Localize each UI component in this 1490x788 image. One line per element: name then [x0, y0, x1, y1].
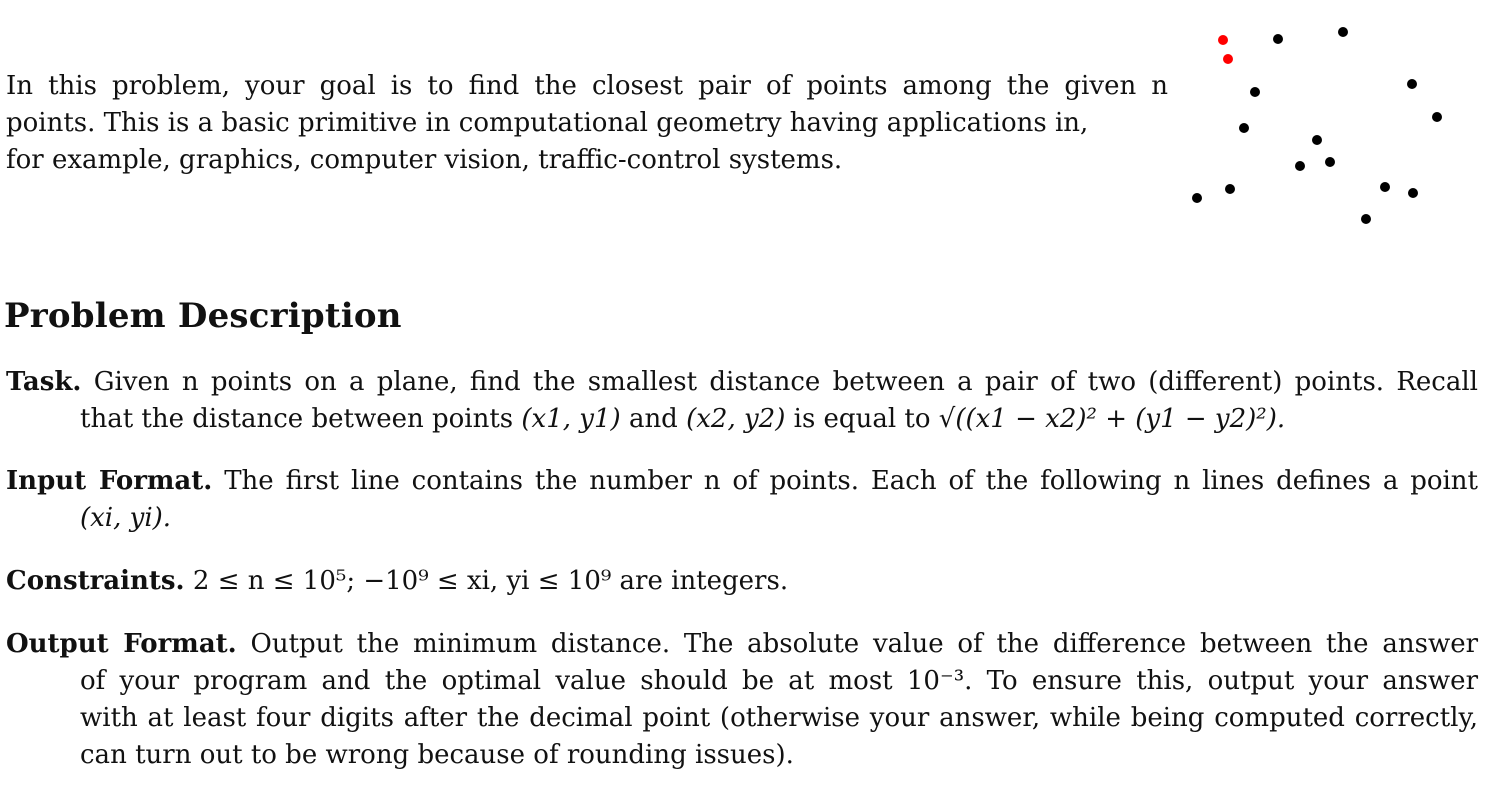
output-text-1: Output the minimum distance. The absolute value of the difference between the answer	[250, 629, 1479, 659]
task-equal-to: is equal to	[793, 404, 931, 434]
output-line-1	[6, 626, 1478, 663]
point	[1192, 193, 1202, 203]
point	[1225, 184, 1235, 194]
constraints-line	[6, 563, 1478, 600]
input-text-1: The first line contains the number n of points. Each of the following n lines defines a point	[224, 466, 1479, 496]
task-text-1: Given n points on a plane, find the smallest distance between a pair of two (different) points. Recall	[93, 367, 1478, 397]
point	[1408, 188, 1418, 198]
point-set-figure	[1180, 18, 1470, 238]
constraints-label: Constraints.	[6, 566, 185, 596]
constraints-paragraph	[6, 563, 1478, 600]
intro-paragraph	[6, 68, 1168, 179]
point-2-formula: (x2, y2)	[686, 404, 786, 434]
point	[1338, 27, 1348, 37]
input-format-label: Input Format.	[6, 466, 213, 496]
task-text-2: that the distance between points	[80, 404, 514, 434]
closest-point	[1223, 54, 1233, 64]
input-point-formula: (xi, yi).	[80, 503, 172, 533]
section-heading: Problem Description	[4, 296, 402, 336]
point	[1250, 87, 1260, 97]
point	[1312, 135, 1322, 145]
point	[1432, 112, 1442, 122]
intro-line-3: for example, graphics, computer vision, traffic-control systems.	[6, 145, 843, 175]
intro-line-1: In this problem, your goal is to find the closest pair of points among the given n	[6, 71, 1168, 101]
task-and: and	[628, 404, 678, 434]
output-line-4: can turn out to be wrong because of rounding issues).	[80, 740, 794, 770]
output-line-3: with at least four digits after the decimal point (otherwise your answer, while being computed correctly,	[80, 703, 1478, 733]
point	[1361, 214, 1371, 224]
task-label: Task.	[6, 367, 82, 397]
point-1-formula: (x1, y1)	[521, 404, 621, 434]
task-line-2	[6, 401, 1478, 438]
point	[1295, 161, 1305, 171]
point	[1380, 182, 1390, 192]
task-paragraph	[6, 364, 1478, 438]
point	[1325, 157, 1335, 167]
output-format-label: Output Format.	[6, 629, 237, 659]
closest-point	[1218, 35, 1228, 45]
input-format-paragraph	[6, 463, 1478, 537]
constraints-text: 2 ≤ n ≤ 10⁵; −10⁹ ≤ xi, yi ≤ 10⁹ are integers.	[192, 566, 789, 596]
point	[1407, 79, 1417, 89]
input-line-2	[6, 500, 1478, 537]
intro-line-2: points. This is a basic primitive in computational geometry having applications in,	[6, 108, 1089, 138]
point	[1273, 34, 1283, 44]
input-line-1	[6, 463, 1478, 500]
task-line-1	[6, 364, 1478, 401]
point	[1239, 123, 1249, 133]
output-line-2: of your program and the optimal value should be at most 10⁻³. To ensure this, output your answer	[80, 666, 1478, 696]
output-format-paragraph	[6, 626, 1478, 774]
distance-formula: √((x1 − x2)² + (y1 − y2)²).	[938, 404, 1286, 434]
